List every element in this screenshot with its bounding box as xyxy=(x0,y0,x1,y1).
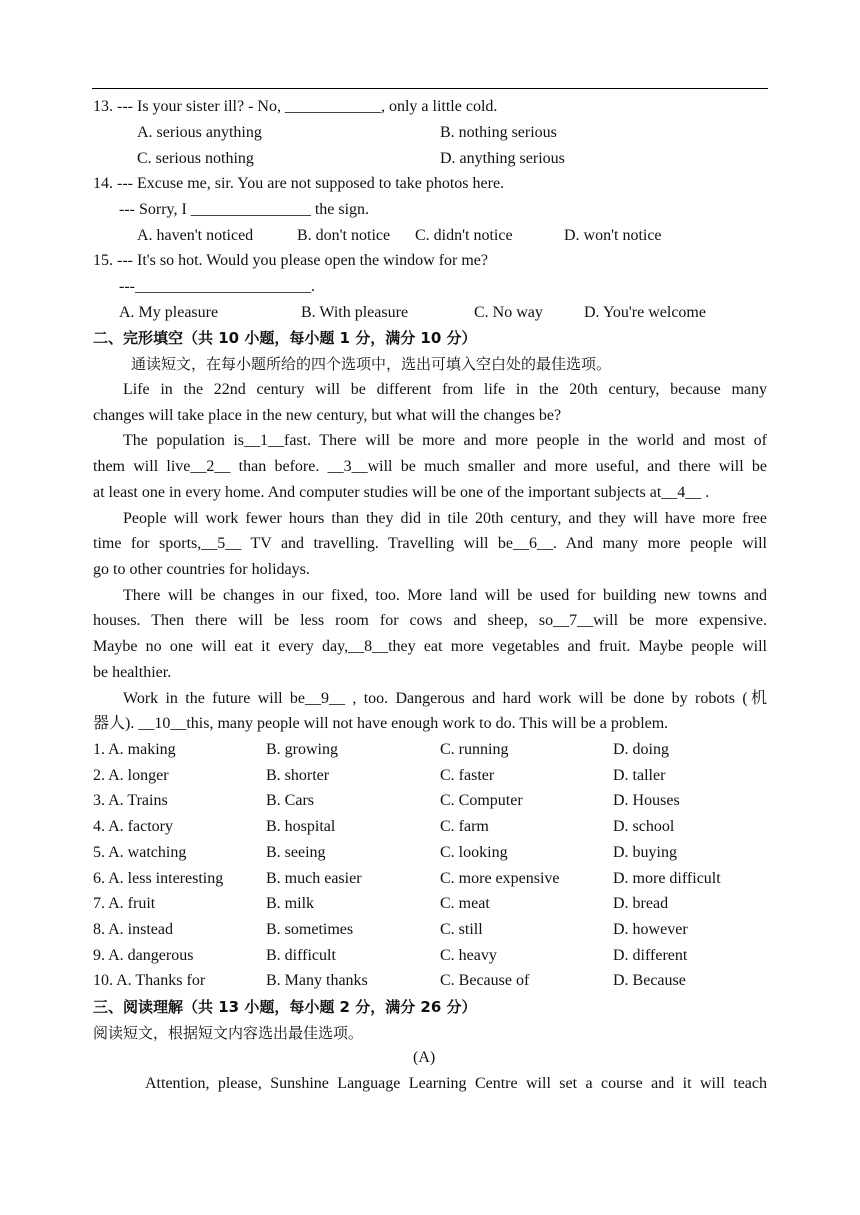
option-7a: 7. A. fruit xyxy=(93,895,156,912)
passage-line: People will work fewer hours than they did in tile 20th century, and they will have more free xyxy=(123,510,767,527)
option-10b: B. Many thanks xyxy=(266,972,368,989)
option-4c: C. farm xyxy=(440,818,489,835)
option-10c: C. Because of xyxy=(440,972,530,989)
q14-stem: 14. --- Excuse me, sir. You are not supposed to take photos here. xyxy=(93,175,505,192)
option-3c: C. Computer xyxy=(440,792,523,809)
option-8a: 8. A. instead xyxy=(93,921,173,938)
q15-reply: ---______________________. xyxy=(119,278,315,295)
passage-line: Life in the 22nd century will be different from life in the 20th century, because many xyxy=(123,381,767,398)
q13-option-d: D. anything serious xyxy=(440,150,565,167)
q15-stem: 15. --- It's so hot. Would you please open the window for me? xyxy=(93,252,488,269)
option-8d: D. however xyxy=(613,921,688,938)
passage-a-first-line: Attention, please, Sunshine Language Learning Centre will set a course and it will teach xyxy=(145,1075,767,1092)
header-rule xyxy=(92,88,768,89)
option-5a: 5. A. watching xyxy=(93,844,187,861)
option-5c: C. looking xyxy=(440,844,508,861)
section3-title: 三、阅读理解（共 13 小题，每小题 2 分，满分 26 分） xyxy=(93,998,477,1016)
option-10a: 10. A. Thanks for xyxy=(93,972,206,989)
option-2b: B. shorter xyxy=(266,767,330,784)
passage-line: at least one in every home. And computer studies will be one of the important subjects at__4__ . xyxy=(93,484,710,501)
passage-line: houses. Then there will be less room for cows and sheep, so__7__will be more expensive. xyxy=(93,612,767,629)
option-2d: D. taller xyxy=(613,767,666,784)
option-8b: B. sometimes xyxy=(266,921,354,938)
passage-a-label: (A) xyxy=(413,1049,436,1066)
section2-title: 二、完形填空（共 10 小题，每小题 1 分，满分 10 分） xyxy=(93,329,477,347)
passage-line: The population is__1__fast. There will be more and more people in the world and most of xyxy=(123,432,767,449)
q15-option-c: C. No way xyxy=(474,304,543,321)
q15-option-d: D. You're welcome xyxy=(584,304,706,321)
option-4a: 4. A. factory xyxy=(93,818,173,835)
option-1d: D. doing xyxy=(613,741,669,758)
option-4d: D. school xyxy=(613,818,675,835)
passage-line: time for sports,__5__ TV and travelling. Travelling will be__6__. And many more people will xyxy=(93,535,767,552)
option-9c: C. heavy xyxy=(440,947,497,964)
passage-line: 器人). __10__this, many people will not have enough work to do. This will be a problem. xyxy=(93,715,669,732)
option-6b: B. much easier xyxy=(266,870,362,887)
option-9a: 9. A. dangerous xyxy=(93,947,194,964)
option-5b: B. seeing xyxy=(266,844,326,861)
q14-reply: --- Sorry, I _______________ the sign. xyxy=(119,201,370,218)
passage-line: Maybe no one will eat it every day,__8__they eat more vegetables and fruit. Maybe people will xyxy=(93,638,767,655)
option-1a: 1. A. making xyxy=(93,741,176,758)
option-9d: D. different xyxy=(613,947,688,964)
section3-instruction: 阅读短文，根据短文内容选出最佳选项。 xyxy=(93,1024,364,1042)
option-5d: D. buying xyxy=(613,844,677,861)
option-3b: B. Cars xyxy=(266,792,314,809)
q13-option-b: B. nothing serious xyxy=(440,124,557,141)
option-3a: 3. A. Trains xyxy=(93,792,168,809)
option-8c: C. still xyxy=(440,921,483,938)
q13-stem: 13. --- Is your sister ill? - No, ____________, only a little cold. xyxy=(93,98,498,115)
passage-line: them will live__2__ than before. __3__will be much smaller and more useful, and there will be xyxy=(93,458,767,475)
option-1b: B. growing xyxy=(266,741,338,758)
option-7b: B. milk xyxy=(266,895,315,912)
passage-line: changes will take place in the new century, but what will the changes be? xyxy=(93,407,562,424)
option-6d: D. more difficult xyxy=(613,870,721,887)
q14-option-b: B. don't notice xyxy=(297,227,391,244)
passage-line: go to other countries for holidays. xyxy=(93,561,310,578)
passage-line: be healthier. xyxy=(93,664,172,681)
option-9b: B. difficult xyxy=(266,947,336,964)
option-6c: C. more expensive xyxy=(440,870,560,887)
q15-option-a: A. My pleasure xyxy=(119,304,219,321)
q14-option-a: A. haven't noticed xyxy=(137,227,254,244)
option-7d: D. bread xyxy=(613,895,669,912)
section2-instruction: 通读短文，在每小题所给的四个选项中，选出可填入空白处的最佳选项。 xyxy=(131,355,612,373)
option-7c: C. meat xyxy=(440,895,490,912)
q13-option-a: A. serious anything xyxy=(137,124,262,141)
option-2a: 2. A. longer xyxy=(93,767,169,784)
option-4b: B. hospital xyxy=(266,818,336,835)
option-10d: D. Because xyxy=(613,972,686,989)
passage-line: There will be changes in our fixed, too. More land will be used for building new towns and xyxy=(123,587,767,604)
option-2c: C. faster xyxy=(440,767,495,784)
option-6a: 6. A. less interesting xyxy=(93,870,224,887)
option-3d: D. Houses xyxy=(613,792,680,809)
q13-option-c: C. serious nothing xyxy=(137,150,254,167)
passage-line: Work in the future will be__9__ , too. Dangerous and hard work will be done by robots (机 xyxy=(123,690,767,707)
q15-option-b: B. With pleasure xyxy=(301,304,409,321)
q14-option-d: D. won't notice xyxy=(564,227,662,244)
q14-option-c: C. didn't notice xyxy=(415,227,513,244)
option-1c: C. running xyxy=(440,741,509,758)
